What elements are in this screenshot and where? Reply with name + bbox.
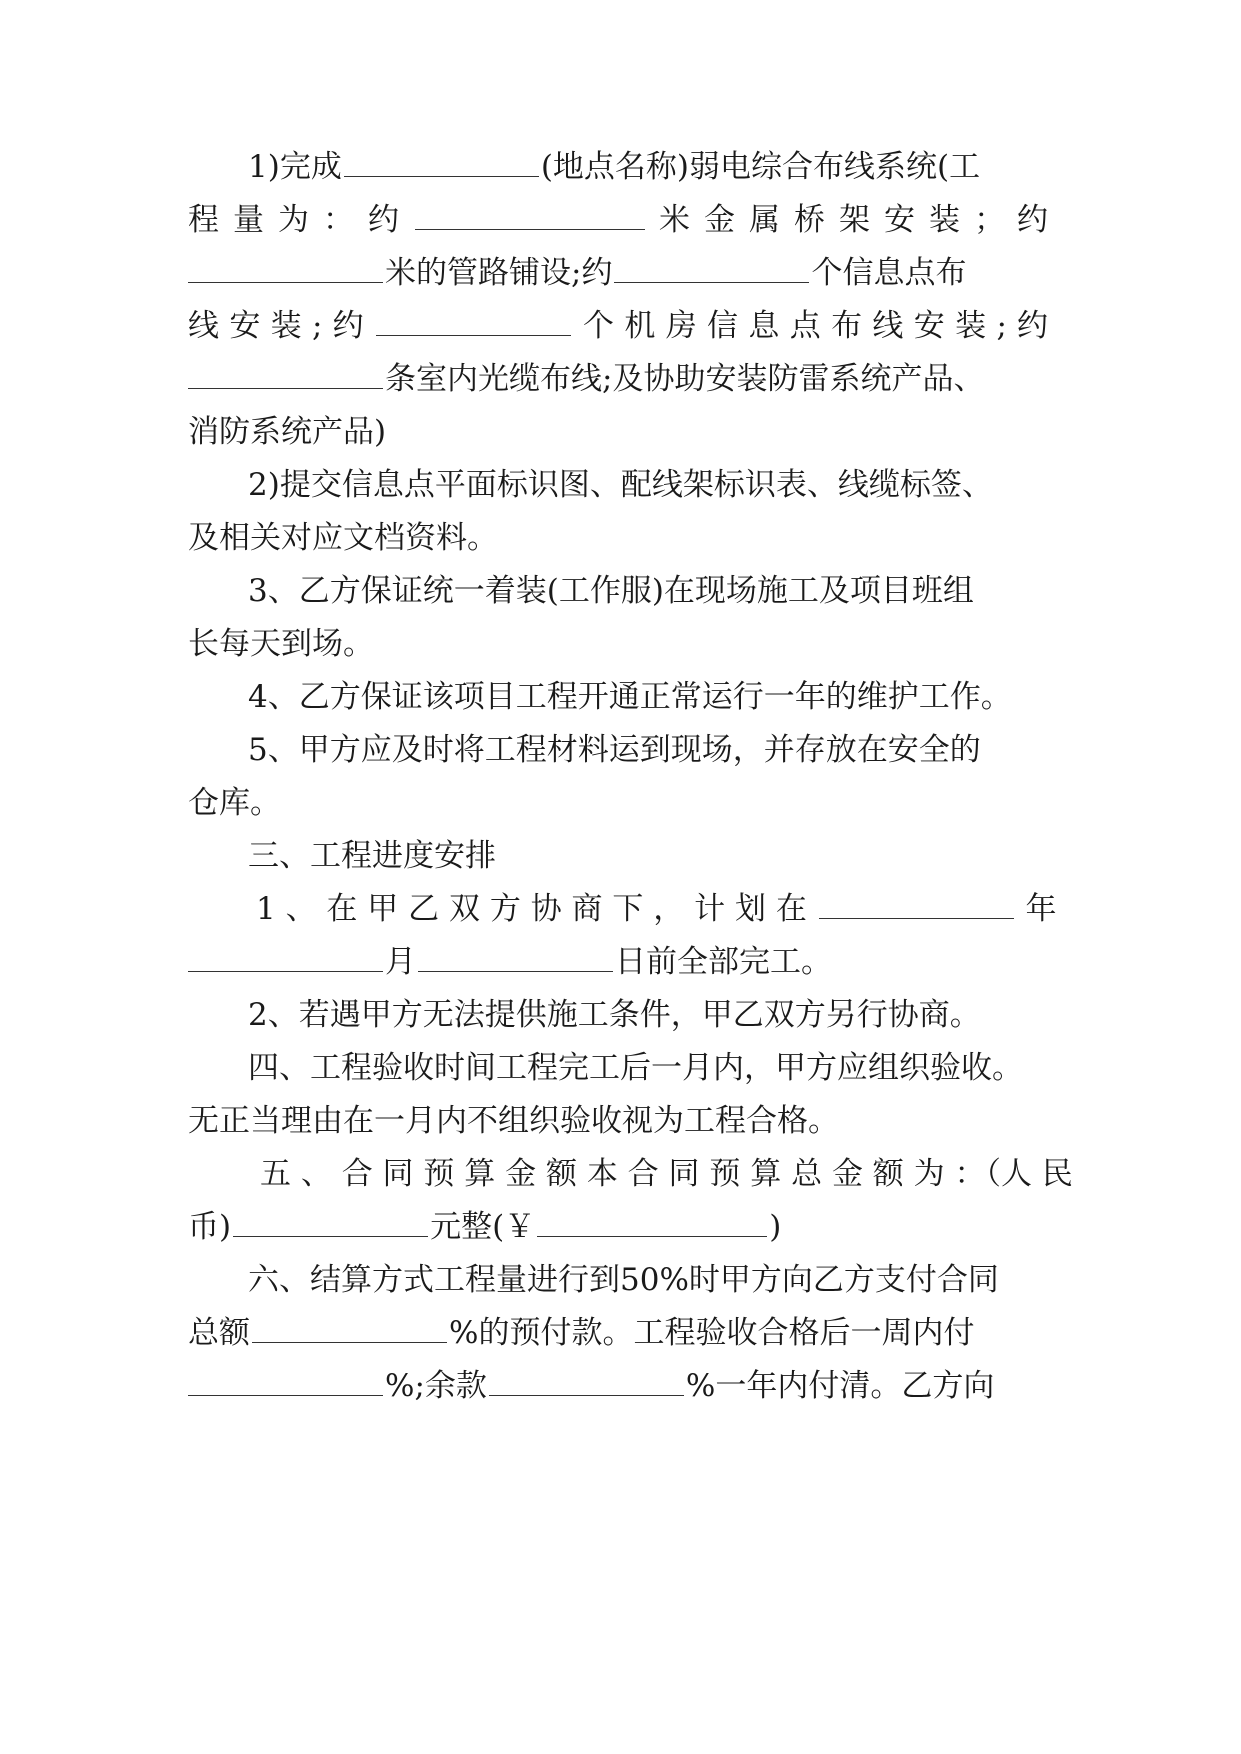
text-segment: 四、工程验收时间工程完工后一月内，甲方应组织验收。: [248, 1050, 1023, 1086]
text-segment: 个信息点布: [811, 255, 967, 291]
text-segment: %的预付款。工程验收合格后一周内付: [449, 1315, 975, 1351]
text-line: [188, 402, 1048, 462]
text-segment: 4、乙方保证该项目工程开通正常运行一年的维护工作。: [248, 679, 1012, 715]
text-segment: 程 量 为 ： 约: [188, 202, 402, 238]
text-line: [188, 1303, 1048, 1363]
fill-blank: [188, 354, 383, 389]
fill-blank: [188, 1361, 383, 1396]
fill-blank: [188, 248, 383, 283]
text-segment: 长每天到场。: [188, 626, 374, 662]
fill-blank: [614, 248, 809, 283]
text-segment: 三、工程进度安排: [248, 838, 496, 874]
text-segment: 五 、 合 同 预 算 金 额 本 合 同 预 算 总 金 额 为 ：（人 民: [260, 1156, 1073, 1192]
fill-blank: [344, 142, 539, 177]
text-line: [188, 1356, 1048, 1416]
text-line: [188, 932, 1048, 992]
text-segment: 及相关对应文档资料。: [188, 520, 498, 556]
text-line: [248, 137, 1048, 197]
fill-blank: [252, 1308, 447, 1343]
fill-blank: [537, 1202, 767, 1237]
section-heading: [248, 826, 1048, 886]
text-line: [248, 667, 1048, 727]
text-segment: (地点名称)弱电综合布线系统(工: [540, 149, 981, 185]
text-line: [188, 614, 1048, 674]
fill-blank: [376, 301, 571, 336]
text-segment: 消防系统产品): [188, 414, 387, 450]
text-segment: 1 、 在 甲 乙 双 方 协 商 下 ， 计 划 在: [256, 891, 807, 927]
fill-blank: [415, 195, 645, 230]
text-segment: 5、甲方应及时将工程材料运到现场，并存放在安全的: [248, 732, 981, 768]
text-segment: 3、乙方保证统一着装(工作服)在现场施工及项目班组: [248, 573, 974, 609]
text-segment: %;余款: [385, 1368, 487, 1404]
text-segment: 2、若遇甲方无法提供施工条件，甲乙双方另行协商。: [248, 997, 981, 1033]
fill-blank: [489, 1361, 684, 1396]
text-segment: %一年内付清。乙方向: [685, 1368, 995, 1404]
text-segment: 年: [1025, 891, 1057, 927]
text-segment: 币): [188, 1209, 232, 1245]
text-segment: 1)完成: [248, 149, 342, 185]
fill-blank: [233, 1202, 428, 1237]
fill-blank: [819, 884, 1014, 919]
text-line: [188, 1197, 1048, 1257]
text-segment: 2)提交信息点平面标识图、配线架标识表、线缆标签、: [248, 467, 993, 503]
text-line: [188, 1091, 1048, 1151]
text-segment: 米 金 属 桥 架 安 装 ； 约: [659, 202, 1048, 238]
text-segment: 月: [385, 944, 416, 980]
text-line: [188, 243, 1048, 303]
text-line: [188, 773, 1048, 833]
text-segment: 个 机 房 信 息 点 布 线 安 装 ; 约: [583, 308, 1048, 344]
text-line: [188, 349, 1048, 409]
text-line: [248, 720, 1048, 780]
fill-blank: [188, 937, 383, 972]
text-segment: 条室内光缆布线;及协助安装防雷系统产品、: [385, 361, 985, 397]
text-segment: 日前全部完工。: [615, 944, 832, 980]
text-segment: 仓库。: [188, 785, 281, 821]
text-segment: 线 安 装 ; 约: [188, 308, 364, 344]
text-segment: 总额: [188, 1315, 250, 1351]
text-line: [248, 455, 1048, 515]
section-heading: [248, 1250, 1048, 1310]
text-line: [248, 561, 1048, 621]
text-line: [248, 985, 1048, 1045]
text-segment: 无正当理由在一月内不组织验收视为工程合格。: [188, 1103, 839, 1139]
text-segment: 元整(￥: [430, 1209, 536, 1245]
text-line: [188, 296, 1048, 356]
text-segment: 六、结算方式工程量进行到50%时甲方向乙方支付合同: [248, 1262, 999, 1298]
text-line: [188, 190, 1048, 250]
text-segment: ): [769, 1209, 782, 1245]
section-heading: [248, 1038, 1048, 1098]
text-line: [256, 879, 1057, 939]
text-line: [188, 508, 1048, 568]
fill-blank: [418, 937, 613, 972]
text-segment: 米的管路铺设;约: [385, 255, 613, 291]
section-heading: [260, 1144, 1073, 1204]
